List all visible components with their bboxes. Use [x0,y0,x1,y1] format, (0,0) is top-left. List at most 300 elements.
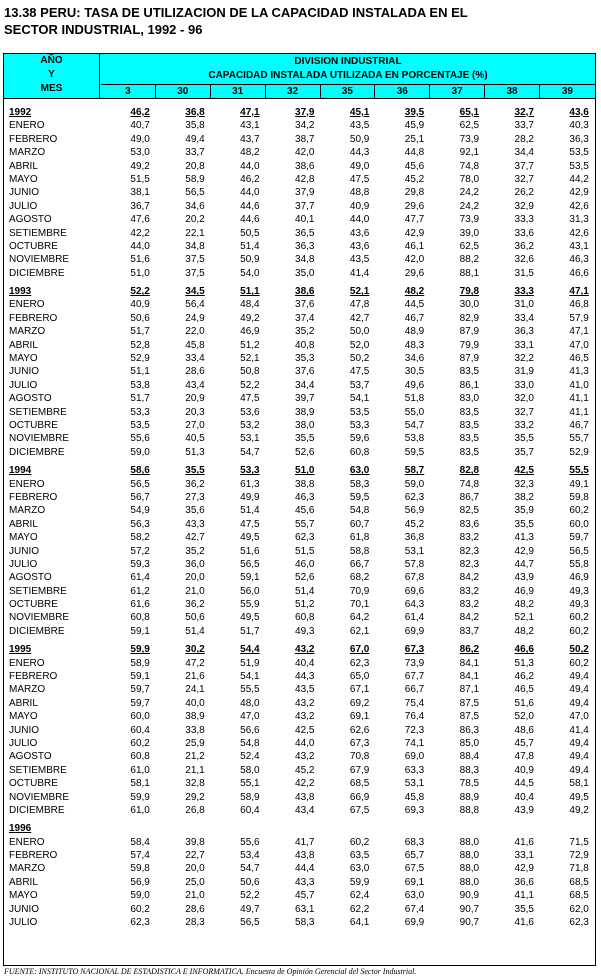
month-value: 42,9 [404,227,425,239]
header-year-month [4,54,100,98]
month-value: 51,3 [185,446,205,458]
month-value: 53,5 [349,406,370,418]
year-value-cell [210,822,265,835]
month-value: 51,5 [295,545,315,557]
month-value: 48,3 [404,339,425,351]
year-value-cell [484,106,539,119]
month-row [4,365,595,378]
month-value: 35,8 [185,120,205,132]
year-value: 79,8 [459,286,480,298]
month-value: 62,2 [349,903,370,915]
month-value: 46,2 [240,173,260,185]
month-value: 52,0 [349,339,370,351]
month-value: 69,0 [404,751,425,763]
month-value: 44,5 [404,299,425,311]
month-value: 60,2 [349,836,370,848]
month-value: 59,5 [349,491,370,503]
year-value-cell [539,822,594,835]
month-value: 49,9 [240,491,260,503]
month-value: 51,6 [130,254,150,266]
month-value: 83,5 [459,406,480,418]
month-value: 90,7 [459,917,480,929]
year-value: 35,5 [185,465,205,477]
month-value: 70,9 [349,585,370,597]
month-value: 45,6 [295,505,315,517]
month-value: 62,3 [349,657,370,669]
month-label: JUNIO [9,545,39,557]
month-value: 35,5 [295,433,315,445]
month-label: JULIO [9,200,38,212]
month-value: 48,0 [240,697,260,709]
year-value: 47,1 [240,107,260,118]
month-value: 35,7 [514,446,534,458]
month-value: 58,1 [569,778,589,790]
month-value: 40,3 [569,120,589,132]
month-value: 88,9 [459,791,480,803]
month-value: 31,3 [569,214,589,226]
month-value: 48,9 [404,326,425,338]
month-value: 53,0 [130,147,150,159]
month-value: 56,4 [185,299,205,311]
month-value: 49,3 [295,625,315,637]
month-value: 50,6 [130,312,150,324]
month-value: 41,3 [514,532,534,544]
month-value: 47,6 [130,214,150,226]
month-value: 62,6 [349,724,370,736]
month-value: 61,8 [349,532,370,544]
month-value: 49,3 [569,599,589,611]
month-value: 64,1 [349,917,370,929]
month-label: ABRIL [9,518,38,530]
month-value: 56,5 [130,478,150,490]
month-value: 72,3 [404,724,425,736]
month-value: 60,4 [130,724,150,736]
year-value: 86,2 [459,644,480,656]
year-value-cell [155,106,210,119]
header-code-cell: 39 [561,86,573,97]
month-row [4,804,595,817]
month-row [4,724,595,737]
month-value: 86,3 [459,724,480,736]
month-value: 22,0 [185,326,205,338]
month-value: 50,0 [349,326,370,338]
month-value: 71,5 [569,836,589,848]
month-row [4,791,595,804]
month-value: 42,9 [514,863,534,875]
month-row [4,531,595,544]
month-value: 66,9 [349,791,370,803]
month-value: 51,3 [514,657,534,669]
month-value: 33,1 [514,850,534,862]
month-value: 48,2 [514,625,534,637]
month-value: 21,2 [185,751,205,763]
month-value: 34,6 [404,353,425,365]
month-row [4,173,595,186]
month-value: 37,4 [295,312,315,324]
month-value: 42,7 [349,312,370,324]
month-value: 20,9 [185,393,205,405]
month-label: ABRIL [9,876,38,888]
month-value: 51,6 [514,697,534,709]
month-value: 60,2 [130,903,150,915]
month-value: 33,7 [185,147,205,159]
year-value: 39,5 [404,107,425,118]
month-value: 52,1 [240,353,260,365]
month-value: 20,3 [185,406,205,418]
month-row [4,312,595,325]
month-value: 44,4 [295,863,315,875]
month-value: 40,5 [185,433,205,445]
month-value: 40,1 [295,214,315,226]
year-value: 30,2 [185,644,205,656]
month-value: 45,2 [404,173,425,185]
month-label: DICIEMBRE [9,804,65,816]
month-value: 26,2 [514,187,534,199]
month-label: ENERO [9,836,45,848]
month-label: FEBRERO [9,133,58,145]
year-value-cell [100,643,155,656]
year-value-cell [155,643,210,656]
month-value: 42,0 [404,254,425,266]
month-label: JUNIO [9,366,39,378]
month-value: 42,2 [130,227,150,239]
month-row [4,558,595,571]
month-value: 32,3 [514,478,534,490]
month-row [4,186,595,199]
year-value-cell [155,464,210,477]
month-value: 44,3 [295,671,315,683]
month-value: 49,0 [130,133,150,145]
month-value: 52,9 [569,446,589,458]
month-value: 50,9 [240,254,260,266]
month-row [4,406,595,419]
month-value: 42,2 [295,778,315,790]
month-value: 90,7 [459,903,480,915]
month-value: 59,1 [240,572,260,584]
month-label: JUNIO [9,724,39,736]
year-value-cell [429,822,484,835]
month-value: 36,6 [514,876,534,888]
month-label: DICIEMBRE [9,267,65,279]
month-value: 44,0 [240,187,260,199]
month-value: 30,0 [459,299,480,311]
month-value: 40,9 [514,764,534,776]
month-value: 82,3 [459,545,480,557]
month-value: 62,5 [459,120,480,132]
month-value: 44,5 [514,778,534,790]
month-row [4,267,595,280]
month-value: 35,6 [185,505,205,517]
month-value: 36,3 [295,240,315,252]
month-value: 38,8 [295,478,315,490]
month-label: MARZO [9,684,46,696]
month-row [4,227,595,240]
month-value: 41,7 [295,836,315,848]
month-value: 45,7 [514,737,534,749]
header-code-cell: 3 [101,85,156,98]
month-value: 20,0 [185,863,205,875]
month-value: 28,6 [185,903,205,915]
month-value: 56,3 [130,518,150,530]
month-value: 45,6 [404,160,425,172]
month-value: 75,4 [404,697,425,709]
month-value: 66,7 [404,684,425,696]
month-value: 59,7 [130,684,150,696]
month-value: 35,3 [295,353,315,365]
month-value: 49,5 [569,791,589,803]
month-value: 49,0 [349,160,370,172]
month-value: 38,1 [130,187,150,199]
month-value: 36,3 [514,326,534,338]
month-value: 57,9 [569,312,589,324]
month-row [4,200,595,213]
year-value: 46,2 [130,107,150,118]
month-value: 59,0 [130,890,150,902]
month-value: 35,0 [295,267,315,279]
month-value: 74,8 [459,160,480,172]
month-value: 54,1 [349,393,370,405]
month-value: 49,4 [569,737,589,749]
month-value: 48,8 [349,187,370,199]
month-value: 83,5 [459,446,480,458]
month-value: 67,4 [404,903,425,915]
month-value: 42,0 [295,147,315,159]
month-value: 21,0 [185,890,205,902]
year-label-text: 1995 [9,644,32,656]
month-value: 63,1 [295,903,315,915]
year-value-cell [374,643,429,656]
month-value: 68,5 [569,876,589,888]
month-value: 42,9 [514,545,534,557]
table-header [4,54,595,99]
month-value: 38,9 [185,711,205,723]
year-value: 34,5 [185,286,205,298]
month-value: 52,2 [240,379,260,391]
year-value: 48,2 [404,286,425,298]
month-value: 37,5 [185,267,205,279]
month-value: 47,2 [185,657,205,669]
month-value: 73,9 [459,133,480,145]
month-value: 48,6 [514,724,534,736]
month-value: 49,2 [130,160,150,172]
month-row [4,670,595,683]
month-value: 40,8 [295,339,315,351]
month-value: 43,9 [514,572,534,584]
year-label [4,643,100,656]
month-value: 54,7 [404,419,425,431]
month-value: 53,7 [349,379,370,391]
year-value-cell [320,822,375,835]
month-value: 84,2 [459,572,480,584]
month-value: 53,3 [349,419,370,431]
month-label: AGOSTO [9,751,52,763]
month-label: MARZO [9,863,46,875]
year-value-cell [484,643,539,656]
year-value: 37,9 [295,107,315,118]
month-value: 43,9 [514,804,534,816]
month-value: 39,7 [295,393,315,405]
header-division-codes [101,84,595,98]
month-value: 83,2 [459,599,480,611]
month-value: 56,7 [130,491,150,503]
month-value: 35,5 [514,518,534,530]
month-value: 41,1 [569,393,589,405]
month-value: 62,4 [349,890,370,902]
month-value: 84,1 [459,671,480,683]
month-value: 67,8 [404,572,425,584]
month-value: 58,0 [240,764,260,776]
month-value: 74,1 [404,737,425,749]
title-line-1: 13.38 PERU: TASA DE UTILIZACION DE LA CAPACIDAD INSTALADA EN EL [4,5,468,20]
year-value-cell [539,464,594,477]
month-value: 56,5 [185,187,205,199]
month-value: 37,7 [514,160,534,172]
month-row [4,352,595,365]
month-label: FEBRERO [9,491,58,503]
month-value: 58,8 [349,545,370,557]
month-value: 27,0 [185,419,205,431]
month-row [4,253,595,266]
year-value: 43,6 [569,107,589,118]
month-value: 34,6 [185,200,205,212]
month-row [4,683,595,696]
month-row [4,625,595,638]
month-value: 53,5 [130,419,150,431]
month-row [4,240,595,253]
month-value: 67,9 [349,764,370,776]
month-value: 36,7 [130,200,150,212]
month-row [4,598,595,611]
year-value: 36,8 [185,107,205,118]
month-value: 44,0 [240,160,260,172]
month-label: FEBRERO [9,671,58,683]
year-value-cell [155,285,210,298]
month-value: 60,2 [130,737,150,749]
year-row [4,464,595,477]
month-value: 46,8 [569,299,589,311]
month-value: 55,6 [130,433,150,445]
month-value: 45,8 [185,339,205,351]
month-value: 61,0 [130,764,150,776]
month-value: 60,4 [240,804,260,816]
month-value: 51,4 [240,240,260,252]
month-label: JULIO [9,737,38,749]
month-value: 60,0 [130,711,150,723]
month-value: 36,2 [185,599,205,611]
month-row [4,889,595,902]
table-body [4,101,595,929]
month-value: 44,6 [240,214,260,226]
month-value: 36,8 [404,532,425,544]
month-label: SETIEMBRE [9,406,67,418]
month-row [4,504,595,517]
month-value: 35,2 [295,326,315,338]
month-value: 87,5 [459,711,480,723]
year-value: 82,8 [459,465,480,477]
month-label: JULIO [9,379,38,391]
month-value: 47,0 [569,339,589,351]
month-value: 64,3 [404,599,425,611]
month-value: 44,0 [349,214,370,226]
month-label: AGOSTO [9,393,52,405]
month-label: NOVIEMBRE [9,612,70,624]
month-value: 32,9 [514,200,534,212]
month-value: 42,5 [295,724,315,736]
month-value: 47,8 [514,751,534,763]
month-value: 60,8 [130,751,150,763]
header-y: Y [48,69,55,80]
month-value: 32,8 [185,778,205,790]
year-label [4,285,100,298]
header-code-cell: 37 [430,85,485,98]
month-value: 20,8 [185,160,205,172]
month-value: 30,5 [404,366,425,378]
month-value: 62,1 [349,625,370,637]
month-value: 21,6 [185,671,205,683]
month-value: 41,6 [514,917,534,929]
month-value: 83,6 [459,518,480,530]
month-label: OCTUBRE [9,599,58,611]
month-value: 49,2 [240,312,260,324]
month-value: 44,6 [240,200,260,212]
month-value: 59,0 [130,446,150,458]
month-value: 33,2 [514,419,534,431]
month-row [4,146,595,159]
month-value: 48,4 [240,299,260,311]
year-value: 38,6 [295,286,315,298]
month-value: 69,2 [349,697,370,709]
month-value: 51,2 [240,339,260,351]
month-value: 21,1 [185,764,205,776]
month-value: 61,6 [130,599,150,611]
month-value: 36,5 [295,227,315,239]
month-value: 49,1 [569,478,589,490]
month-value: 44,3 [349,147,370,159]
month-label: JULIO [9,917,38,929]
year-value: 42,5 [514,465,534,477]
source-footnote: FUENTE: INSTITUTO NACIONAL DE ESTADISTICA E INFORMATICA. Encuesta de Opinión Gerencial del Sector Industrial. [4,967,417,976]
month-value: 35,9 [514,505,534,517]
month-value: 58,3 [295,917,315,929]
month-value: 47,5 [349,366,370,378]
month-row [4,379,595,392]
month-value: 41,3 [569,366,589,378]
month-value: 60,8 [130,612,150,624]
month-value: 26,8 [185,804,205,816]
month-value: 68,5 [569,890,589,902]
month-value: 34,8 [295,254,315,266]
year-value: 67,0 [349,644,370,656]
year-value: 63,0 [349,465,370,477]
month-label: ENERO [9,657,45,669]
month-value: 86,1 [459,379,480,391]
month-value: 36,2 [514,240,534,252]
month-value: 49,3 [569,585,589,597]
month-value: 42,8 [295,173,315,185]
month-row [4,339,595,352]
month-value: 47,8 [349,299,370,311]
month-value: 88,0 [459,863,480,875]
year-value-cell [210,464,265,477]
month-value: 56,0 [240,585,260,597]
month-value: 49,6 [404,379,425,391]
month-value: 40,7 [130,120,150,132]
year-value: 45,1 [349,107,370,118]
month-row [4,697,595,710]
month-row [4,432,595,445]
month-value: 70,8 [349,751,370,763]
year-value: 65,1 [459,107,480,118]
